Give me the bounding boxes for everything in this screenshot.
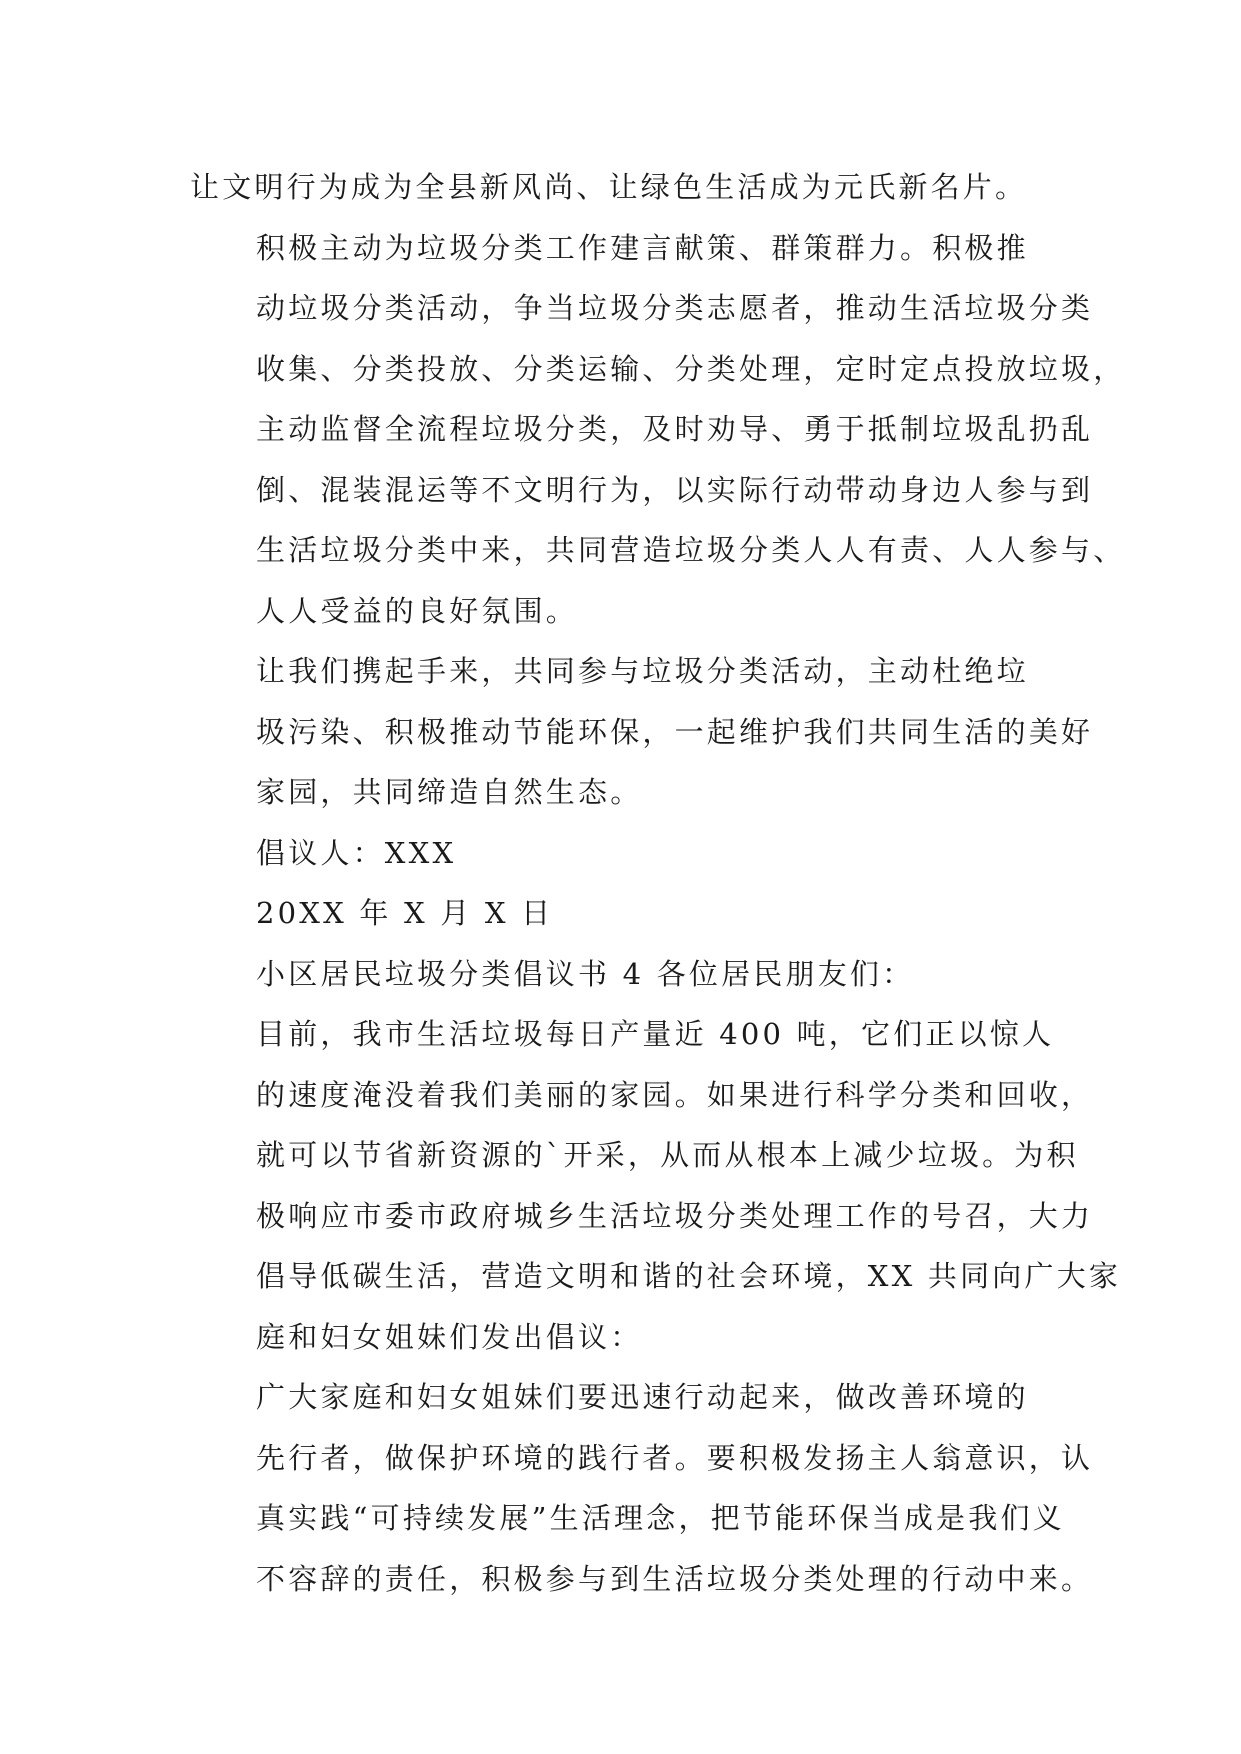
paragraph [190,157,1058,218]
text-line: 人人受益的良好氛围。 [256,593,579,628]
text-line: 不容辞的责任，积极参与到生活垃圾分类处理的行动中来。 [256,1561,1094,1596]
text-line: 让文明行为成为全县新风尚、让绿色生活成为元氏新名片。 [190,170,1028,204]
text-line: 倡导低碳生活，营造文明和谐的社会环境，XX 共同向广大家 [256,1259,1122,1293]
text-line: 积极主动为垃圾分类工作建言献策、群策群力。积极推 [256,230,1029,265]
text-line: 极响应市委市政府城乡生活垃圾分类处理工作的号召，大力 [256,1198,1094,1233]
text-line: 动垃圾分类活动，争当垃圾分类志愿者，推动生活垃圾分类 [256,291,1094,325]
text-line: 小区居民垃圾分类倡议书 4 各位居民朋友们： [256,956,915,991]
paragraph [190,823,1058,884]
text-line: 让我们携起手来，共同参与垃圾分类活动，主动杜绝垃 [256,654,1029,688]
text-line: 真实践“可持续发展”生活理念，把节能环保当成是我们义 [256,1501,1065,1535]
text-line: 广大家庭和妇女姐妹们要迅速行动起来，做改善环境的 [256,1380,1029,1414]
paragraph [190,218,1126,642]
text-line: 庭和妇女姐妹们发出倡议： [256,1319,643,1354]
text-line: 生活垃圾分类中来，共同营造垃圾分类人人有责、人人参与、 [256,533,1126,567]
text-line: 倡议人：XXX [256,835,457,870]
text-line: 倒、混装混运等不文明行为，以实际行动带动身边人参与到 [256,472,1094,507]
text-line: 就可以节省新资源的`开采，从而从根本上减少垃圾。为积 [256,1138,1079,1172]
text-line: 收集、分类投放、分类运输、分类处理，定时定点投放垃圾， [256,351,1126,386]
text-line: 主动监督全流程垃圾分类，及时劝导、勇于抵制垃圾乱扔乱 [256,412,1094,446]
text-line: 家园，共同缔造自然生态。 [256,775,643,809]
text-line: 20XX 年 X 月 X 日 [256,896,554,930]
document-body [190,157,1126,1609]
paragraph [190,883,1058,944]
text-line: 的速度淹没着我们美丽的家园。如果进行科学分类和回收， [256,1077,1094,1112]
paragraph [190,944,1058,1005]
paragraph [190,641,1094,823]
text-line: 目前，我市生活垃圾每日产量近 400 吨，它们正以惊人 [256,1017,1055,1051]
paragraph [190,1367,1094,1609]
text-line: 先行者，做保护环境的践行者。要积极发扬主人翁意识，认 [256,1440,1094,1475]
text-line: 圾污染、积极推动节能环保，一起维护我们共同生活的美好 [256,714,1094,749]
paragraph [190,1004,1122,1367]
